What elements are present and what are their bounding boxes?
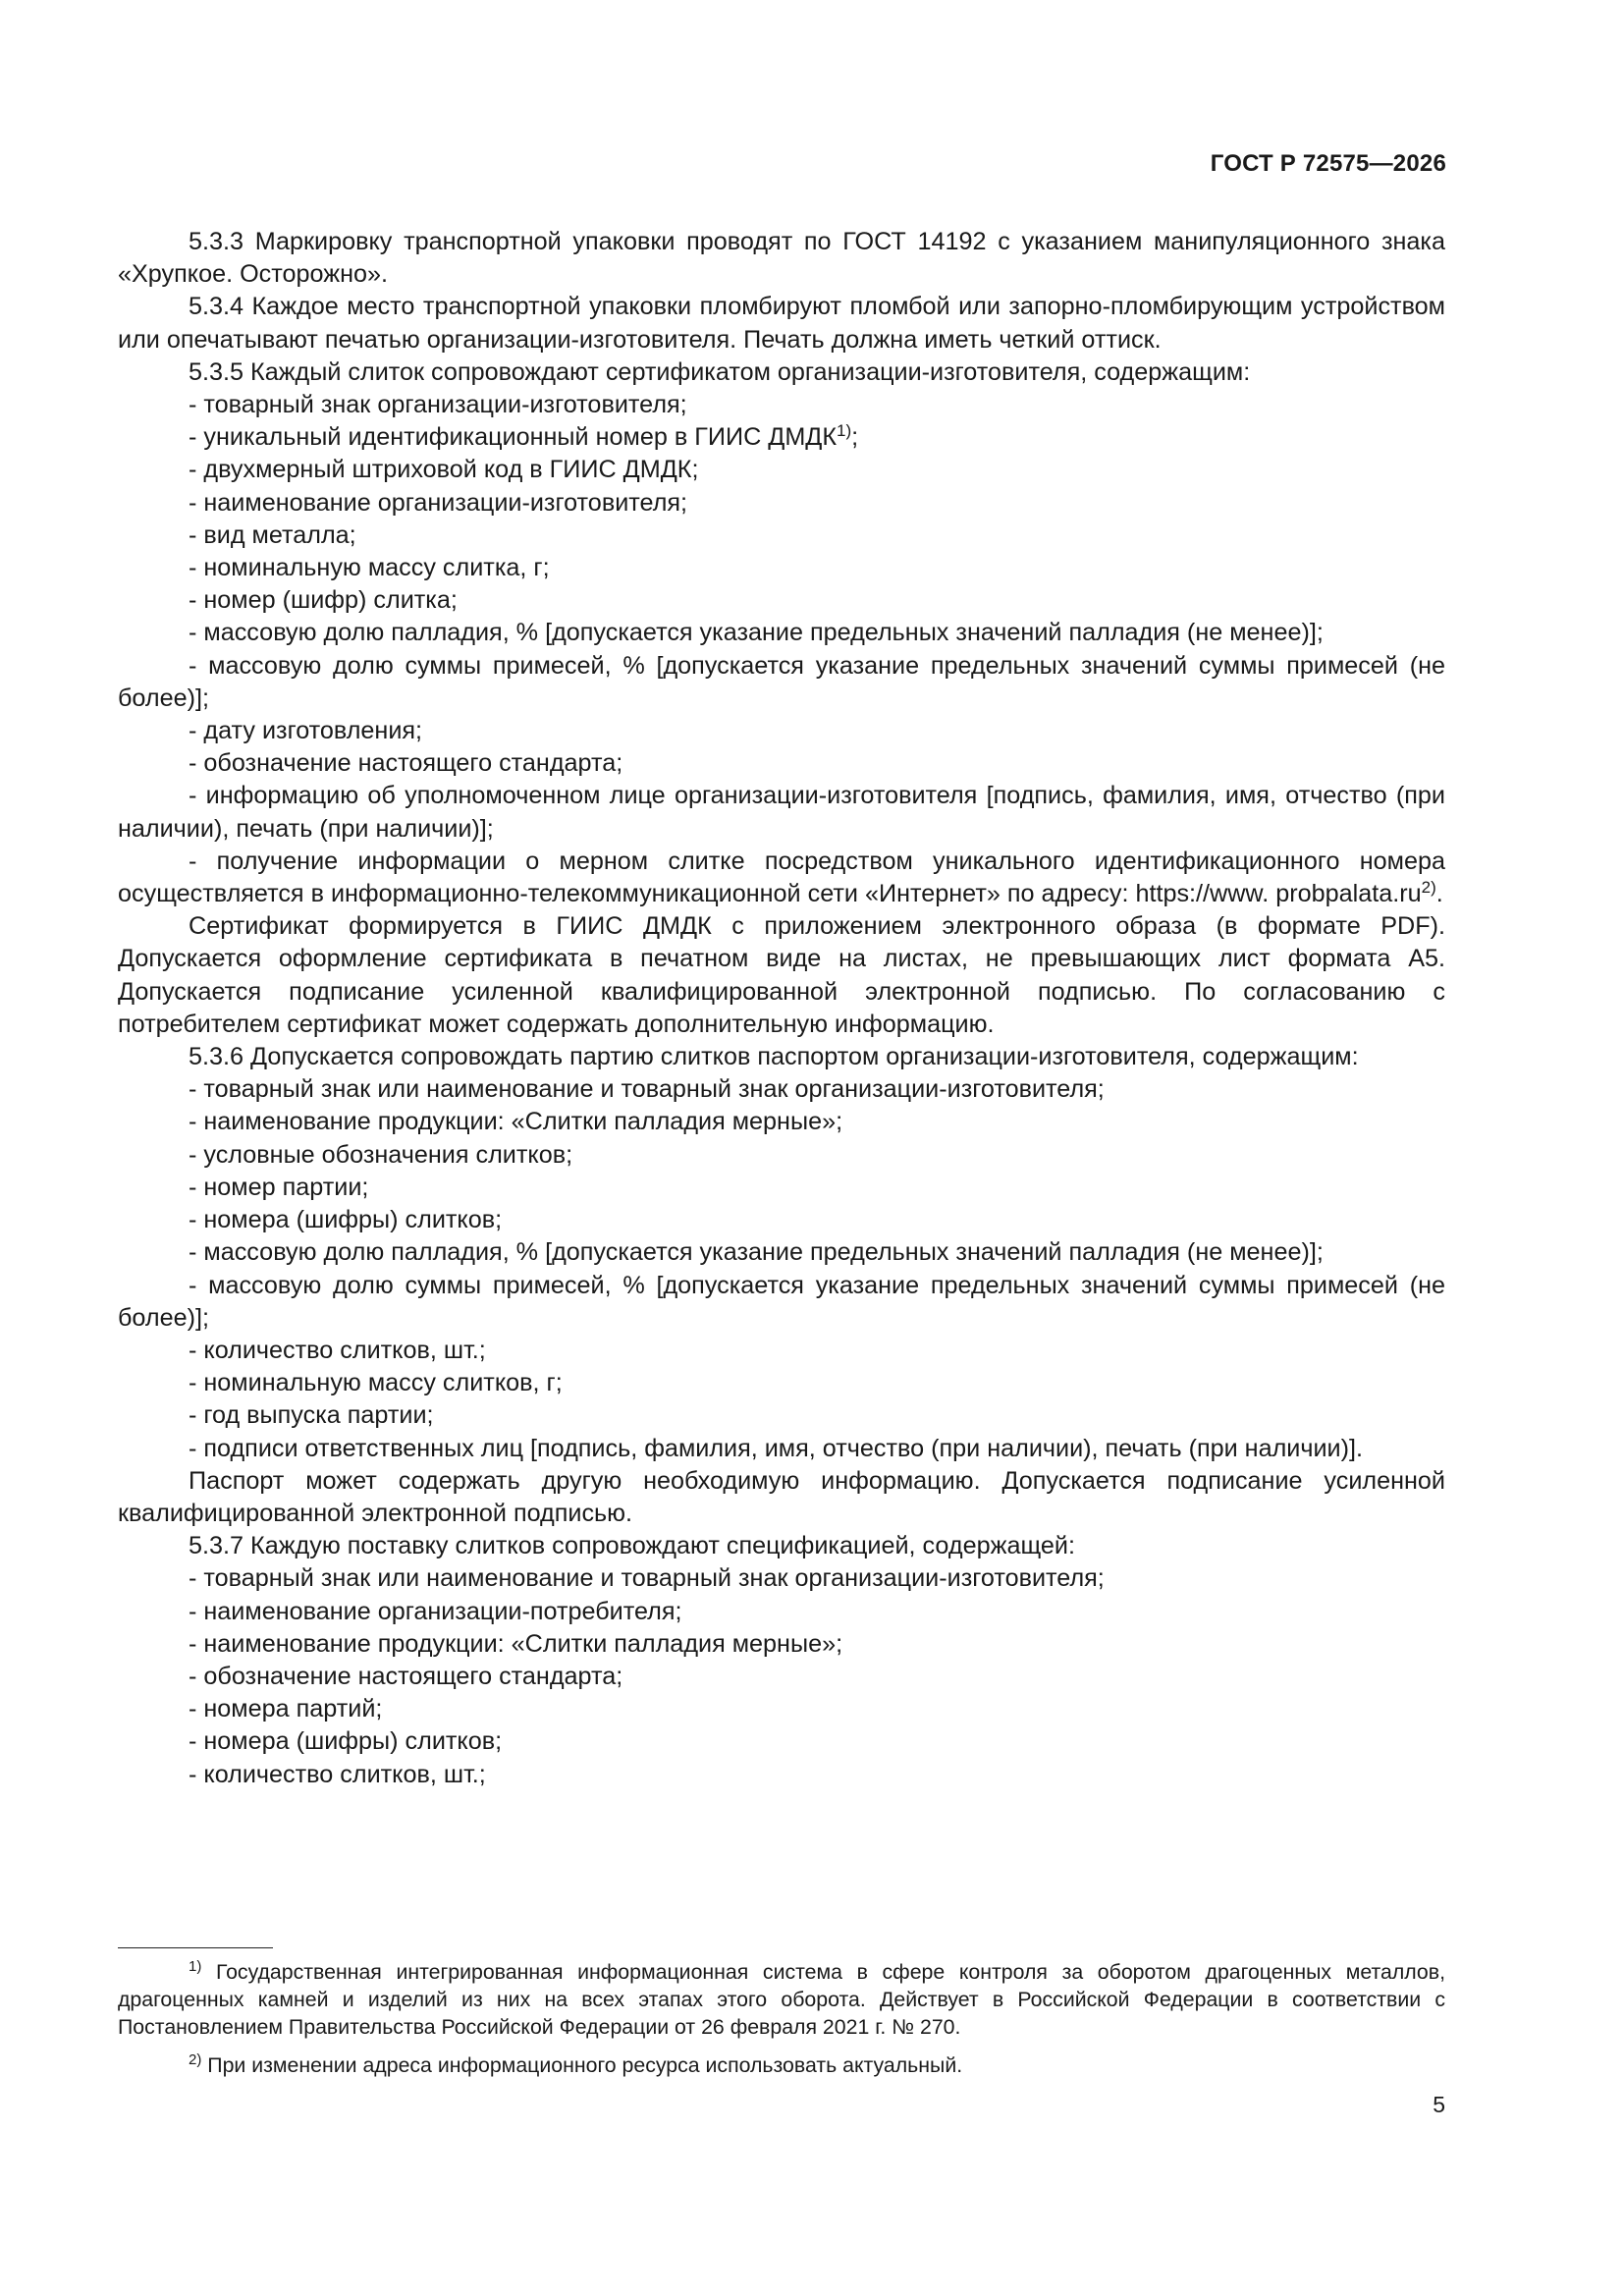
list-item: - наименование продукции: «Слитки палладия мерные»; bbox=[189, 1108, 843, 1136]
list-item: - дату изготовления; bbox=[189, 717, 423, 745]
list-item: - массовую долю суммы примесей, % [допускается указание предельных значений суммы примесей (не более)]; bbox=[118, 651, 1445, 712]
list-item: - двухмерный штриховой код в ГИИС ДМДК; bbox=[189, 456, 699, 484]
list-item: - номера партий; bbox=[189, 1695, 383, 1723]
list-item: - подписи ответственных лиц [подпись, фамилия, имя, отчество (при наличии), печать (при наличии)]. bbox=[189, 1434, 1364, 1462]
footnote-2 bbox=[118, 2051, 1445, 2079]
clause-5-3-7: 5.3.7 Каждую поставку слитков сопровождают спецификацией, содержащей: bbox=[189, 1532, 1075, 1560]
list-item bbox=[118, 846, 1445, 910]
footnote-ref-1: 1) bbox=[837, 421, 852, 441]
list-item: - массовую долю палладия, % [допускается указание предельных значений палладия (не менее)]; bbox=[189, 619, 1324, 647]
list-item: - товарный знак или наименование и товарный знак организации-изготовителя; bbox=[189, 1564, 1105, 1593]
list-item: - информацию об уполномоченном лице организации-изготовителя [подпись, фамилия, имя, отчество (при наличии), печать (при наличии)]; bbox=[118, 782, 1445, 843]
list-item: - количество слитков, шт.; bbox=[189, 1760, 486, 1788]
list-item: - номер (шифр) слитка; bbox=[189, 586, 458, 615]
list-item-text: - получение информации о мерном слитке посредством уникального идентификационного номера осуществляется в информационно-телекоммуникационной сети «Интернет» по адресу: https://www. probpalata.ru bbox=[118, 847, 1445, 908]
footnote-ref-2: 2) bbox=[1421, 878, 1436, 898]
list-item: - номинальную массу слитков, г; bbox=[189, 1369, 563, 1397]
clause-5-3-5: 5.3.5 Каждый слиток сопровождают сертификатом организации-изготовителя, содержащим: bbox=[189, 357, 1251, 386]
footnote-text-2: При изменении адреса информационного ресурса использовать актуальный. bbox=[201, 2052, 963, 2077]
list-item: - номинальную массу слитка, г; bbox=[189, 554, 550, 582]
list-item: - наименование продукции: «Слитки палладия мерные»; bbox=[189, 1629, 843, 1658]
list-item bbox=[118, 421, 1445, 454]
page-number: 5 bbox=[1433, 2092, 1445, 2117]
document-designation: ГОСТ Р 72575—2026 bbox=[1210, 150, 1446, 177]
list-item: - условные обозначения слитков; bbox=[189, 1140, 573, 1169]
footnotes bbox=[118, 1958, 1445, 2079]
footnote-1 bbox=[118, 1958, 1445, 2042]
list-item: - номера (шифры) слитков; bbox=[189, 1727, 503, 1756]
footnote-separator bbox=[118, 1947, 273, 1948]
list-item: - обозначение настоящего стандарта; bbox=[189, 749, 623, 778]
list-item-end: ; bbox=[851, 423, 859, 452]
list-item: - массовую долю суммы примесей, % [допускается указание предельных значений суммы примесей (не более)]; bbox=[118, 1271, 1445, 1332]
list-item: - наименование организации-потребителя; bbox=[189, 1597, 682, 1625]
list-item: - количество слитков, шт.; bbox=[189, 1336, 486, 1364]
footnote-mark-1: 1) bbox=[189, 1958, 202, 1975]
clause-5-3-4: 5.3.4 Каждое место транспортной упаковки пломбируют пломбой или запорно-пломбирующим устройством или опечатывают печатью организации-изготовителя. Печать должна иметь четкий оттиск. bbox=[118, 293, 1445, 354]
list-item: - вид металла; bbox=[189, 520, 356, 549]
list-item: - номера (шифры) слитков; bbox=[189, 1206, 503, 1234]
list-item: - обозначение настоящего стандарта; bbox=[189, 1662, 623, 1690]
footnote-mark-2: 2) bbox=[189, 2050, 202, 2068]
list-item: - товарный знак или наименование и товарный знак организации-изготовителя; bbox=[189, 1075, 1105, 1104]
footnote-text-1: Государственная интегрированная информационная система в сфере контроля за оборотом драгоценных металлов, драгоценных камней и изделий из них на всех этапах этого оборота. Действует в Российской Федерации в соответствии с Постановлением Правительства Российской Федерации от 26 февраля 2021 г. № 270. bbox=[118, 1960, 1445, 2040]
clause-5-3-6: 5.3.6 Допускается сопровождать партию слитков паспортом организации-изготовителя, содержащим: bbox=[189, 1043, 1359, 1071]
list-item: - массовую долю палладия, % [допускается указание предельных значений палладия (не менее)]; bbox=[189, 1238, 1324, 1267]
list-item: - товарный знак организации-изготовителя; bbox=[189, 391, 687, 419]
clause-5-3-3: 5.3.3 Маркировку транспортной упаковки проводят по ГОСТ 14192 с указанием манипуляционного знака «Хрупкое. Осторожно». bbox=[118, 228, 1445, 289]
certificate-paragraph: Сертификат формируется в ГИИС ДМДК с приложением электронного образа (в формате PDF). Допускается оформление сертификата в печатном виде на листах, не превышающих лист формата А5. Допускается подписание усиленной квалифицированной электронной подписью. По согласованию с потребителем сертификат может содержать дополнительную информацию. bbox=[118, 912, 1445, 1038]
passport-paragraph: Паспорт может содержать другую необходимую информацию. Допускается подписание усиленной квалифицированной электронной подписью. bbox=[118, 1466, 1445, 1527]
list-item-text: - уникальный идентификационный номер в ГИИС ДМДК bbox=[189, 423, 838, 452]
list-item: - наименование организации-изготовителя; bbox=[189, 488, 688, 517]
list-item-end: . bbox=[1435, 880, 1443, 908]
document-body bbox=[118, 226, 1445, 1791]
list-item: - номер партии; bbox=[189, 1173, 369, 1201]
list-item: - год выпуска партии; bbox=[189, 1401, 434, 1430]
